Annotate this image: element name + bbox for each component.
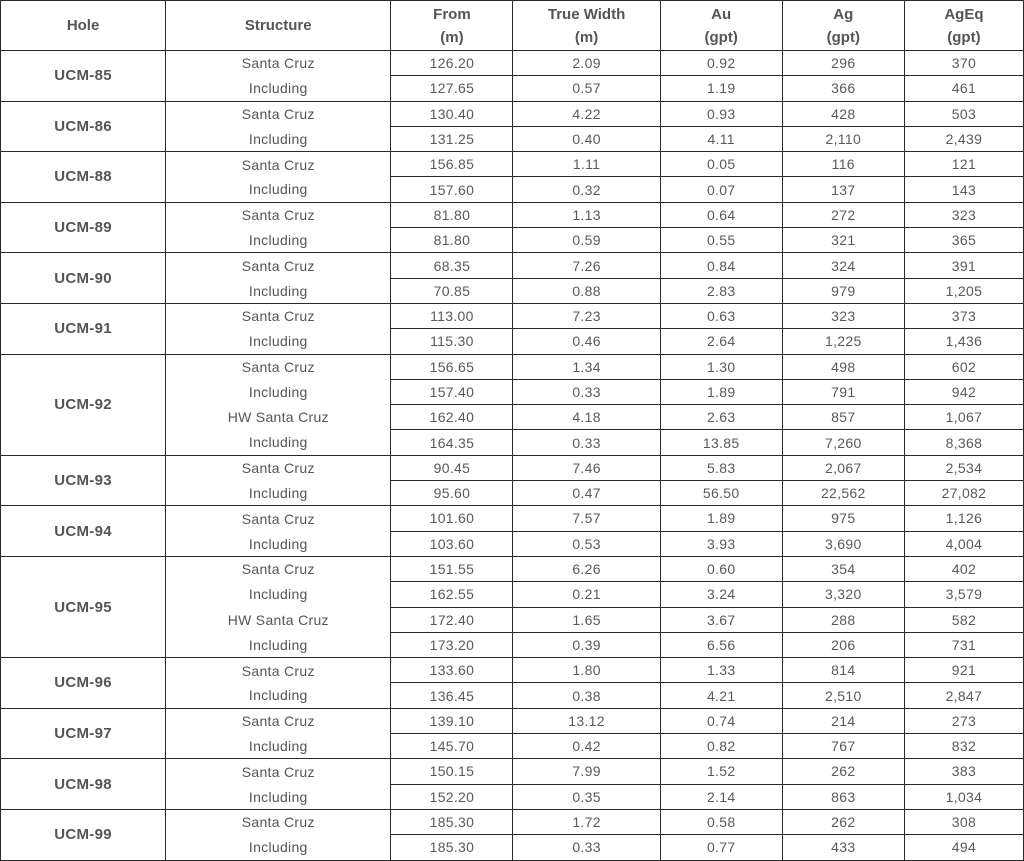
table-row xyxy=(1,556,1024,581)
ag-cell: 2,510 xyxy=(782,683,904,708)
ag-cell: 3,320 xyxy=(782,582,904,607)
table-header xyxy=(1,1,1024,51)
ageq-cell: 402 xyxy=(904,556,1023,581)
table-body xyxy=(1,51,1024,861)
au-cell: 0.55 xyxy=(660,228,782,253)
ag-cell: 354 xyxy=(782,556,904,581)
ag-cell: 2,110 xyxy=(782,126,904,151)
hole-id-cell: UCM-89 xyxy=(1,202,166,253)
from-cell: 103.60 xyxy=(391,531,513,556)
header-true-width-label: True Width xyxy=(547,5,626,23)
structure-cell: Including xyxy=(166,228,391,253)
true-width-cell: 1.13 xyxy=(513,202,660,227)
true-width-cell: 0.32 xyxy=(513,177,660,202)
ageq-cell: 1,436 xyxy=(904,329,1023,354)
structure-cell: Santa Cruz xyxy=(166,51,391,76)
from-cell: 127.65 xyxy=(391,76,513,101)
from-cell: 150.15 xyxy=(391,759,513,784)
au-cell: 13.85 xyxy=(660,430,782,455)
ag-cell: 7,260 xyxy=(782,430,904,455)
ageq-cell: 494 xyxy=(904,835,1023,860)
au-cell: 2.14 xyxy=(660,784,782,809)
au-cell: 1.89 xyxy=(660,379,782,404)
true-width-cell: 0.33 xyxy=(513,430,660,455)
structure-cell: Santa Cruz xyxy=(166,101,391,126)
from-cell: 81.80 xyxy=(391,202,513,227)
ageq-cell: 121 xyxy=(904,152,1023,177)
true-width-cell: 1.65 xyxy=(513,607,660,632)
ageq-cell: 370 xyxy=(904,51,1023,76)
ageq-cell: 1,205 xyxy=(904,278,1023,303)
structure-cell: Santa Cruz xyxy=(166,253,391,278)
ageq-cell: 143 xyxy=(904,177,1023,202)
au-cell: 0.58 xyxy=(660,809,782,834)
hole-id-cell: UCM-99 xyxy=(1,809,166,860)
ageq-cell: 373 xyxy=(904,303,1023,328)
ag-cell: 288 xyxy=(782,607,904,632)
from-cell: 95.60 xyxy=(391,481,513,506)
ageq-cell: 2,847 xyxy=(904,683,1023,708)
true-width-cell: 0.35 xyxy=(513,784,660,809)
ag-cell: 366 xyxy=(782,76,904,101)
au-cell: 5.83 xyxy=(660,455,782,480)
table-row xyxy=(1,51,1024,76)
au-cell: 56.50 xyxy=(660,481,782,506)
structure-cell: HW Santa Cruz xyxy=(166,405,391,430)
ag-cell: 214 xyxy=(782,708,904,733)
structure-cell: Santa Cruz xyxy=(166,202,391,227)
true-width-cell: 0.46 xyxy=(513,329,660,354)
from-cell: 164.35 xyxy=(391,430,513,455)
structure-cell: Santa Cruz xyxy=(166,354,391,379)
ageq-cell: 273 xyxy=(904,708,1023,733)
hole-id-cell: UCM-95 xyxy=(1,556,166,657)
header-au xyxy=(660,1,782,51)
ageq-cell: 4,004 xyxy=(904,531,1023,556)
header-au-unit: (gpt) xyxy=(704,28,738,46)
true-width-cell: 1.34 xyxy=(513,354,660,379)
structure-cell: HW Santa Cruz xyxy=(166,607,391,632)
ageq-cell: 503 xyxy=(904,101,1023,126)
au-cell: 1.89 xyxy=(660,506,782,531)
ag-cell: 767 xyxy=(782,734,904,759)
ag-cell: 857 xyxy=(782,405,904,430)
au-cell: 0.84 xyxy=(660,253,782,278)
ageq-cell: 921 xyxy=(904,658,1023,683)
from-cell: 156.85 xyxy=(391,152,513,177)
au-cell: 2.63 xyxy=(660,405,782,430)
from-cell: 172.40 xyxy=(391,607,513,632)
ageq-cell: 2,534 xyxy=(904,455,1023,480)
from-cell: 130.40 xyxy=(391,101,513,126)
table-row xyxy=(1,759,1024,784)
structure-cell: Including xyxy=(166,734,391,759)
table-row xyxy=(1,101,1024,126)
au-cell: 0.63 xyxy=(660,303,782,328)
structure-cell: Including xyxy=(166,582,391,607)
au-cell: 1.19 xyxy=(660,76,782,101)
ageq-cell: 731 xyxy=(904,632,1023,657)
au-cell: 0.82 xyxy=(660,734,782,759)
from-cell: 131.25 xyxy=(391,126,513,151)
au-cell: 2.83 xyxy=(660,278,782,303)
structure-cell: Santa Cruz xyxy=(166,759,391,784)
structure-cell: Santa Cruz xyxy=(166,658,391,683)
header-ageq-label: AgEq xyxy=(944,5,984,23)
au-cell: 1.30 xyxy=(660,354,782,379)
from-cell: 139.10 xyxy=(391,708,513,733)
hole-id-cell: UCM-94 xyxy=(1,506,166,557)
table-row xyxy=(1,708,1024,733)
ageq-cell: 3,579 xyxy=(904,582,1023,607)
from-cell: 113.00 xyxy=(391,303,513,328)
table-row xyxy=(1,253,1024,278)
true-width-cell: 7.23 xyxy=(513,303,660,328)
ageq-cell: 461 xyxy=(904,76,1023,101)
au-cell: 0.74 xyxy=(660,708,782,733)
from-cell: 156.65 xyxy=(391,354,513,379)
structure-cell: Including xyxy=(166,531,391,556)
structure-cell: Santa Cruz xyxy=(166,152,391,177)
ag-cell: 498 xyxy=(782,354,904,379)
structure-cell: Santa Cruz xyxy=(166,455,391,480)
structure-cell: Including xyxy=(166,784,391,809)
ag-cell: 323 xyxy=(782,303,904,328)
structure-cell: Including xyxy=(166,481,391,506)
from-cell: 68.35 xyxy=(391,253,513,278)
header-hole: Hole xyxy=(1,1,166,51)
true-width-cell: 7.99 xyxy=(513,759,660,784)
ag-cell: 863 xyxy=(782,784,904,809)
true-width-cell: 13.12 xyxy=(513,708,660,733)
true-width-cell: 2.09 xyxy=(513,51,660,76)
structure-cell: Including xyxy=(166,632,391,657)
true-width-cell: 7.46 xyxy=(513,455,660,480)
au-cell: 0.92 xyxy=(660,51,782,76)
structure-cell: Including xyxy=(166,76,391,101)
au-cell: 0.64 xyxy=(660,202,782,227)
true-width-cell: 0.42 xyxy=(513,734,660,759)
structure-cell: Including xyxy=(166,126,391,151)
hole-id-cell: UCM-88 xyxy=(1,152,166,203)
ageq-cell: 832 xyxy=(904,734,1023,759)
ageq-cell: 391 xyxy=(904,253,1023,278)
from-cell: 70.85 xyxy=(391,278,513,303)
hole-id-cell: UCM-86 xyxy=(1,101,166,152)
structure-cell: Santa Cruz xyxy=(166,303,391,328)
table-row xyxy=(1,354,1024,379)
true-width-cell: 4.22 xyxy=(513,101,660,126)
hole-id-cell: UCM-93 xyxy=(1,455,166,506)
header-ag-label: Ag xyxy=(833,5,854,23)
true-width-cell: 0.21 xyxy=(513,582,660,607)
true-width-cell: 0.59 xyxy=(513,228,660,253)
true-width-cell: 0.39 xyxy=(513,632,660,657)
ageq-cell: 1,067 xyxy=(904,405,1023,430)
from-cell: 145.70 xyxy=(391,734,513,759)
true-width-cell: 7.26 xyxy=(513,253,660,278)
ageq-cell: 942 xyxy=(904,379,1023,404)
ag-cell: 324 xyxy=(782,253,904,278)
ageq-cell: 2,439 xyxy=(904,126,1023,151)
header-ag-unit: (gpt) xyxy=(826,28,860,46)
structure-cell: Including xyxy=(166,329,391,354)
table-row xyxy=(1,658,1024,683)
header-au-label: Au xyxy=(711,5,732,23)
true-width-cell: 0.33 xyxy=(513,379,660,404)
au-cell: 0.60 xyxy=(660,556,782,581)
from-cell: 185.30 xyxy=(391,809,513,834)
header-true-width xyxy=(513,1,660,51)
au-cell: 0.77 xyxy=(660,835,782,860)
ag-cell: 22,562 xyxy=(782,481,904,506)
from-cell: 133.60 xyxy=(391,658,513,683)
ag-cell: 814 xyxy=(782,658,904,683)
au-cell: 0.07 xyxy=(660,177,782,202)
au-cell: 3.93 xyxy=(660,531,782,556)
ag-cell: 979 xyxy=(782,278,904,303)
au-cell: 4.21 xyxy=(660,683,782,708)
ag-cell: 296 xyxy=(782,51,904,76)
ageq-cell: 602 xyxy=(904,354,1023,379)
ageq-cell: 383 xyxy=(904,759,1023,784)
true-width-cell: 7.57 xyxy=(513,506,660,531)
from-cell: 162.55 xyxy=(391,582,513,607)
structure-cell: Including xyxy=(166,379,391,404)
ag-cell: 433 xyxy=(782,835,904,860)
from-cell: 101.60 xyxy=(391,506,513,531)
true-width-cell: 1.11 xyxy=(513,152,660,177)
au-cell: 3.67 xyxy=(660,607,782,632)
from-cell: 157.40 xyxy=(391,379,513,404)
from-cell: 151.55 xyxy=(391,556,513,581)
from-cell: 81.80 xyxy=(391,228,513,253)
ageq-cell: 1,034 xyxy=(904,784,1023,809)
ag-cell: 2,067 xyxy=(782,455,904,480)
hole-id-cell: UCM-91 xyxy=(1,303,166,354)
ageq-cell: 365 xyxy=(904,228,1023,253)
true-width-cell: 4.18 xyxy=(513,405,660,430)
from-cell: 90.45 xyxy=(391,455,513,480)
header-ageq xyxy=(904,1,1023,51)
au-cell: 2.64 xyxy=(660,329,782,354)
true-width-cell: 0.33 xyxy=(513,835,660,860)
ag-cell: 206 xyxy=(782,632,904,657)
structure-cell: Including xyxy=(166,177,391,202)
from-cell: 162.40 xyxy=(391,405,513,430)
header-from xyxy=(391,1,513,51)
au-cell: 1.52 xyxy=(660,759,782,784)
header-ageq-unit: (gpt) xyxy=(947,28,981,46)
from-cell: 152.20 xyxy=(391,784,513,809)
structure-cell: Santa Cruz xyxy=(166,506,391,531)
true-width-cell: 6.26 xyxy=(513,556,660,581)
from-cell: 136.45 xyxy=(391,683,513,708)
true-width-cell: 1.80 xyxy=(513,658,660,683)
table-row xyxy=(1,809,1024,834)
ag-cell: 428 xyxy=(782,101,904,126)
structure-cell: Santa Cruz xyxy=(166,809,391,834)
table-row xyxy=(1,202,1024,227)
true-width-cell: 0.57 xyxy=(513,76,660,101)
ageq-cell: 308 xyxy=(904,809,1023,834)
from-cell: 115.30 xyxy=(391,329,513,354)
ageq-cell: 8,368 xyxy=(904,430,1023,455)
header-from-label: From xyxy=(433,5,471,23)
header-structure: Structure xyxy=(166,1,391,51)
from-cell: 126.20 xyxy=(391,51,513,76)
ag-cell: 116 xyxy=(782,152,904,177)
true-width-cell: 0.40 xyxy=(513,126,660,151)
from-cell: 185.30 xyxy=(391,835,513,860)
header-row xyxy=(1,1,1024,51)
hole-id-cell: UCM-85 xyxy=(1,51,166,102)
hole-id-cell: UCM-92 xyxy=(1,354,166,455)
ag-cell: 272 xyxy=(782,202,904,227)
true-width-cell: 0.88 xyxy=(513,278,660,303)
table-row xyxy=(1,152,1024,177)
header-ag xyxy=(782,1,904,51)
structure-cell: Santa Cruz xyxy=(166,708,391,733)
hole-id-cell: UCM-90 xyxy=(1,253,166,304)
structure-cell: Santa Cruz xyxy=(166,556,391,581)
true-width-cell: 0.38 xyxy=(513,683,660,708)
true-width-cell: 0.53 xyxy=(513,531,660,556)
from-cell: 157.60 xyxy=(391,177,513,202)
from-cell: 173.20 xyxy=(391,632,513,657)
ageq-cell: 27,082 xyxy=(904,481,1023,506)
table-row xyxy=(1,303,1024,328)
ag-cell: 321 xyxy=(782,228,904,253)
ageq-cell: 1,126 xyxy=(904,506,1023,531)
hole-id-cell: UCM-96 xyxy=(1,658,166,709)
ageq-cell: 582 xyxy=(904,607,1023,632)
hole-id-cell: UCM-97 xyxy=(1,708,166,759)
ageq-cell: 323 xyxy=(904,202,1023,227)
ag-cell: 262 xyxy=(782,759,904,784)
structure-cell: Including xyxy=(166,430,391,455)
true-width-cell: 1.72 xyxy=(513,809,660,834)
au-cell: 0.05 xyxy=(660,152,782,177)
true-width-cell: 0.47 xyxy=(513,481,660,506)
au-cell: 3.24 xyxy=(660,582,782,607)
ag-cell: 1,225 xyxy=(782,329,904,354)
ag-cell: 975 xyxy=(782,506,904,531)
au-cell: 0.93 xyxy=(660,101,782,126)
hole-id-cell: UCM-98 xyxy=(1,759,166,810)
ag-cell: 137 xyxy=(782,177,904,202)
ag-cell: 791 xyxy=(782,379,904,404)
table-row xyxy=(1,506,1024,531)
au-cell: 4.11 xyxy=(660,126,782,151)
au-cell: 6.56 xyxy=(660,632,782,657)
ag-cell: 262 xyxy=(782,809,904,834)
structure-cell: Including xyxy=(166,835,391,860)
header-true-width-unit: (m) xyxy=(574,28,599,46)
structure-cell: Including xyxy=(166,683,391,708)
header-from-unit: (m) xyxy=(440,28,464,46)
ag-cell: 3,690 xyxy=(782,531,904,556)
table-row xyxy=(1,455,1024,480)
au-cell: 1.33 xyxy=(660,658,782,683)
structure-cell: Including xyxy=(166,278,391,303)
